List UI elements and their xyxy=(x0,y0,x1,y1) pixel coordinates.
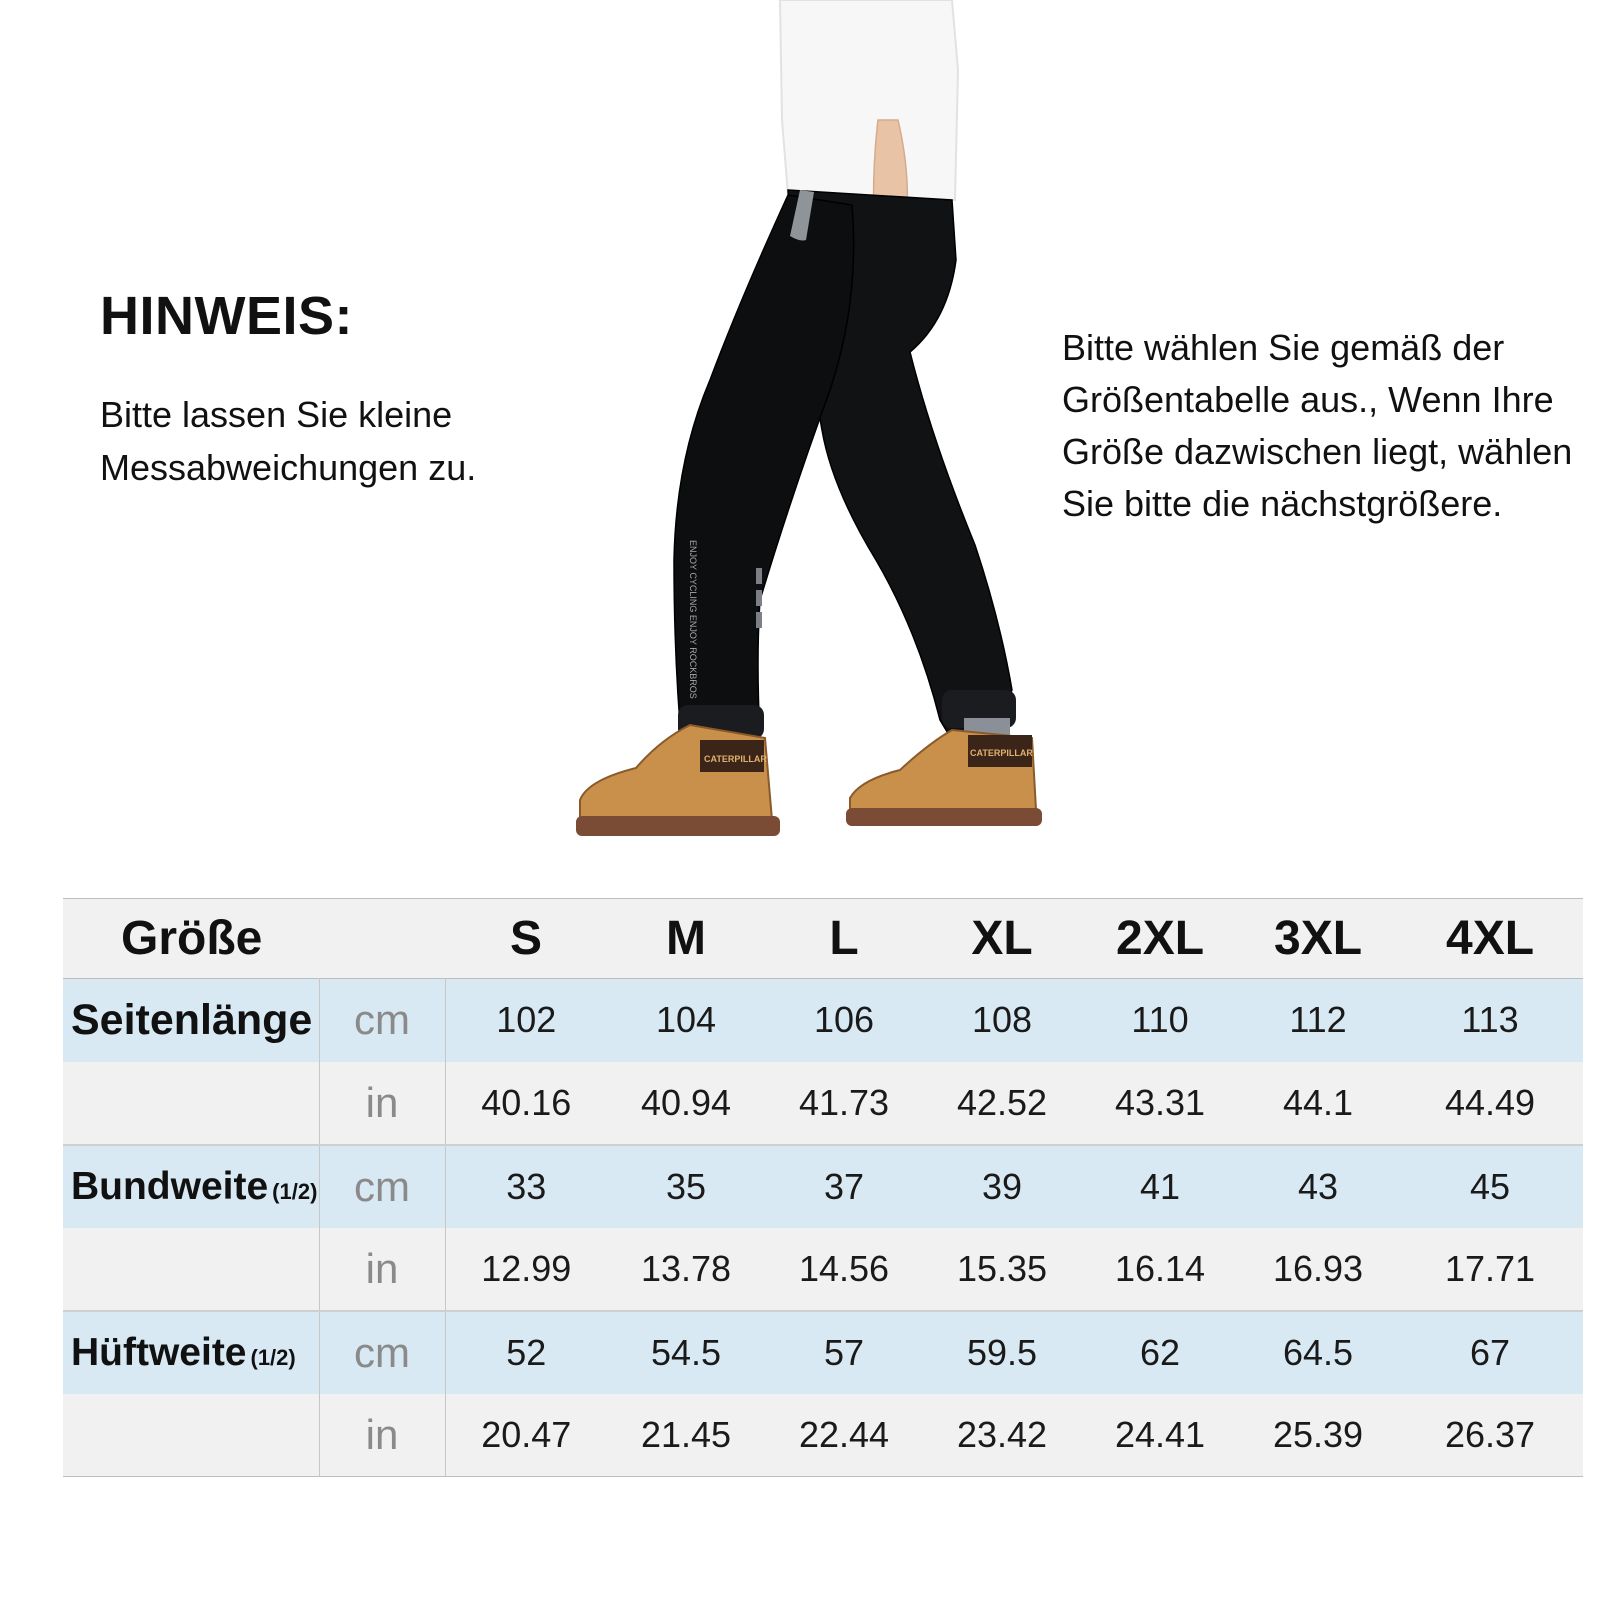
measurement-name-cell xyxy=(63,979,319,1062)
measurement-value: 112 xyxy=(1289,999,1347,1041)
measurement-value: 106 xyxy=(813,999,875,1041)
measurement-value: 13.78 xyxy=(640,1247,732,1289)
measurement-name: Hüftweite xyxy=(71,1330,247,1374)
unit-label: in xyxy=(319,1228,445,1311)
measurement-value: 64.5 xyxy=(1282,1331,1354,1373)
measurement-value: 67 xyxy=(1469,1331,1511,1373)
measurement-value: 43.31 xyxy=(1114,1081,1206,1123)
unit-label: in xyxy=(319,1394,445,1477)
measurement-row-cm xyxy=(63,1311,1583,1394)
measurement-name: Seitenlänge xyxy=(71,995,313,1044)
size-header-cell: 3XL xyxy=(1274,912,1363,965)
trousers-front-leg xyxy=(674,195,854,749)
measurement-value: 45 xyxy=(1469,1165,1511,1207)
unit-label: cm xyxy=(319,1311,445,1394)
unit-label: in xyxy=(319,1062,445,1145)
measurement-name-cell xyxy=(63,1145,319,1228)
measurement-value: 41.73 xyxy=(798,1081,890,1123)
measurement-value: 25.39 xyxy=(1272,1413,1364,1455)
measurement-value: 110 xyxy=(1131,999,1189,1041)
measurement-row-cm xyxy=(63,979,1583,1062)
measurement-value: 62 xyxy=(1139,1331,1181,1373)
measurement-qualifier: (1/2) xyxy=(272,1178,318,1204)
measurement-value: 33 xyxy=(506,1165,547,1207)
measurement-value: 104 xyxy=(655,999,717,1041)
measurement-value: 15.35 xyxy=(956,1247,1048,1289)
measurement-value: 39 xyxy=(981,1165,1023,1207)
note-text: Bitte lassen Sie kleine Messabweichungen zu. xyxy=(100,394,477,488)
measurement-row-in xyxy=(63,1062,1583,1145)
size-advice-text: Bitte wählen Sie gemäß der Größentabelle aus., Wenn Ihre Größe dazwischen liegt, wählen Sie bitte die nächstgrößere. xyxy=(1062,327,1573,524)
measurement-name: Bundweite xyxy=(71,1164,269,1208)
size-header-cell: M xyxy=(666,912,706,965)
unit-label: cm xyxy=(319,979,445,1062)
tshirt xyxy=(780,0,958,200)
boot-left-label: CATERPILLAR xyxy=(704,754,767,764)
model-figure xyxy=(560,0,1100,880)
measurement-name-cell xyxy=(63,1311,319,1394)
measurement-value: 23.42 xyxy=(956,1413,1048,1455)
size-header-row xyxy=(63,899,1583,979)
size-header-cell: 2XL xyxy=(1116,912,1205,965)
measurement-value: 21.45 xyxy=(640,1413,732,1455)
size-chart-table xyxy=(63,898,1583,1477)
measurement-value: 16.93 xyxy=(1272,1247,1364,1289)
measurement-row-cm xyxy=(63,1145,1583,1228)
measurement-value: 52 xyxy=(506,1331,547,1373)
boot-left xyxy=(580,725,772,820)
measurement-value: 43 xyxy=(1297,1165,1339,1207)
measurement-value: 54.5 xyxy=(650,1331,722,1373)
size-header-cell: S xyxy=(510,912,543,965)
measurement-value: 108 xyxy=(971,999,1033,1041)
measurement-value: 17.71 xyxy=(1444,1247,1536,1289)
measurement-value: 26.37 xyxy=(1444,1413,1536,1455)
unit-label: cm xyxy=(319,1145,445,1228)
boot-right-label: CATERPILLAR xyxy=(970,748,1033,758)
measurement-value: 20.47 xyxy=(481,1413,572,1455)
measurement-name-cell-empty xyxy=(63,1062,319,1145)
size-header-label: Größe xyxy=(121,912,263,965)
measurement-value: 113 xyxy=(1461,999,1519,1041)
measurement-value: 41 xyxy=(1139,1165,1181,1207)
measurement-name-cell-empty xyxy=(63,1228,319,1311)
measurement-value: 22.44 xyxy=(798,1413,890,1455)
measurement-name-cell-empty xyxy=(63,1394,319,1477)
measurement-value: 44.1 xyxy=(1282,1081,1354,1123)
trousers-print-text: ENJOY CYCLING ENJOY ROCKBROS xyxy=(688,540,698,699)
measurement-value: 59.5 xyxy=(966,1331,1038,1373)
measurement-value: 57 xyxy=(823,1331,865,1373)
measurement-value: 12.99 xyxy=(481,1247,572,1289)
measurement-value: 102 xyxy=(496,999,557,1041)
measurement-value: 42.52 xyxy=(956,1081,1048,1123)
measurement-value: 16.14 xyxy=(1114,1247,1206,1289)
size-header-cell: XL xyxy=(971,912,1033,965)
measurement-row-in xyxy=(63,1394,1583,1477)
measurement-value: 24.41 xyxy=(1114,1413,1206,1455)
measurement-value: 35 xyxy=(665,1165,707,1207)
size-table-body xyxy=(63,899,1583,1477)
measurement-value: 14.56 xyxy=(798,1247,890,1289)
measurement-qualifier: (1/2) xyxy=(250,1344,296,1370)
note-heading: HINWEIS: xyxy=(100,286,353,346)
measurement-value: 40.94 xyxy=(640,1081,732,1123)
measurement-row-in xyxy=(63,1228,1583,1311)
size-header-cell: L xyxy=(829,912,859,965)
size-header-cell: 4XL xyxy=(1446,912,1535,965)
measurement-value: 44.49 xyxy=(1444,1081,1536,1123)
measurement-value: 37 xyxy=(823,1165,865,1207)
measurement-value: 40.16 xyxy=(481,1081,572,1123)
